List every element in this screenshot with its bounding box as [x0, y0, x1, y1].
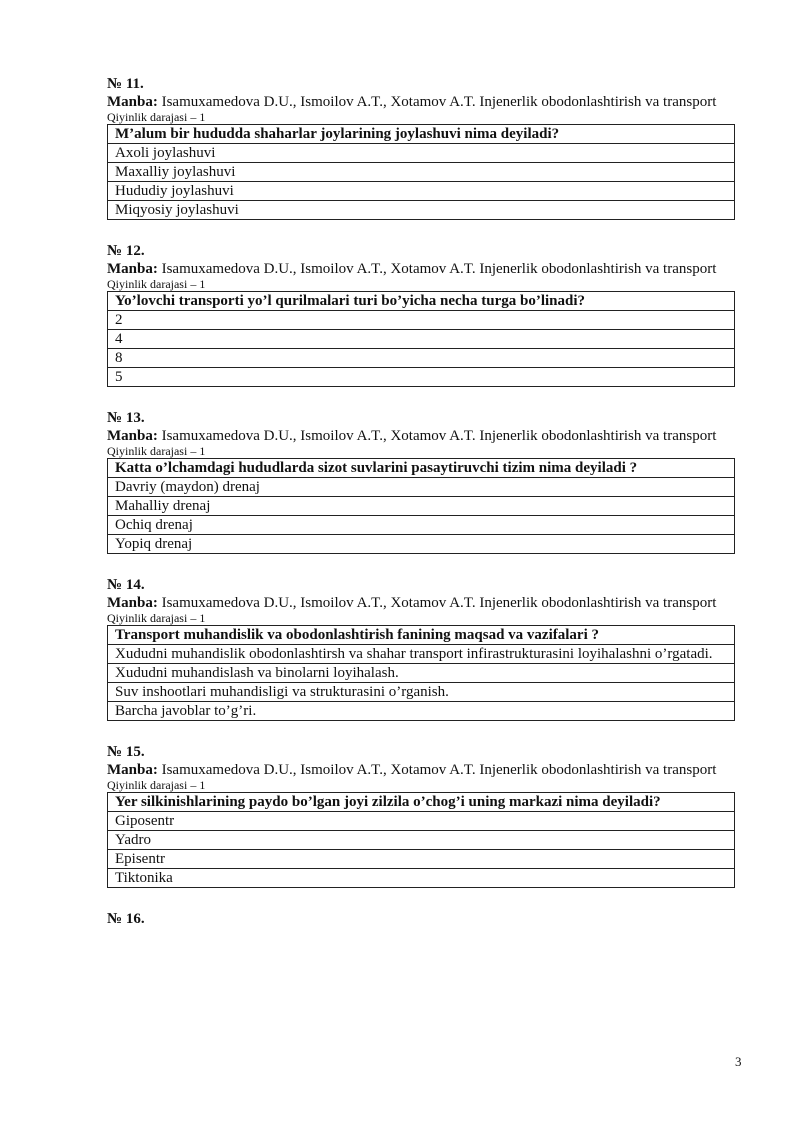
source-line [107, 427, 735, 445]
question-number: № 15. [107, 744, 145, 760]
source-text: Isamuxamedova D.U., Ismoilov A.T., Xotamov A.T. Injenerlik obodonlashtirish va transport [161, 595, 717, 611]
source-line [107, 260, 735, 278]
source-label: Manba: [107, 595, 158, 611]
answer-table [107, 792, 735, 888]
difficulty-level: Qiyinlik darajasi – 1 [107, 778, 206, 792]
difficulty-level: Qiyinlik darajasi – 1 [107, 110, 206, 124]
answer-option: Suv inshootlari muhandisligi va strukturasini o’rganish. [108, 683, 735, 702]
source-label: Manba: [107, 762, 158, 778]
answer-option: Tiktonika [108, 869, 735, 888]
answer-option: Axoli joylashuvi [108, 144, 735, 163]
source-text: Isamuxamedova D.U., Ismoilov A.T., Xotamov A.T. Injenerlik obodonlashtirish va transport [161, 762, 717, 778]
answer-option: 2 [108, 311, 735, 330]
source-label: Manba: [107, 261, 158, 277]
page-content [107, 75, 735, 928]
answer-option: Barcha javoblar to’g’ri. [108, 702, 735, 721]
question-text: Yo’lovchi transporti yo’l qurilmalari turi bo’yicha necha turga bo’linadi? [108, 292, 735, 311]
next-question-number: № 16. [107, 911, 145, 927]
page-number: 3 [735, 1054, 742, 1069]
question-block [107, 576, 735, 721]
answer-option: Episentr [108, 850, 735, 869]
answer-option: 5 [108, 368, 735, 387]
answer-option: Mahalliy drenaj [108, 497, 735, 516]
source-text: Isamuxamedova D.U., Ismoilov A.T., Xotamov A.T. Injenerlik obodonlashtirish va transport [161, 261, 717, 277]
answer-option: Giposentr [108, 812, 735, 831]
question-block [107, 409, 735, 554]
question-text: M’alum bir hududda shaharlar joylarining joylashuvi nima deyiladi? [108, 125, 735, 144]
question-number: № 12. [107, 243, 145, 259]
question-text: Katta o’lchamdagi hududlarda sizot suvlarini pasaytiruvchi tizim nima deyiladi ? [108, 459, 735, 478]
answer-option: Yadro [108, 831, 735, 850]
source-label: Manba: [107, 94, 158, 110]
question-text: Transport muhandislik va obodonlashtirish fanining maqsad va vazifalari ? [108, 626, 735, 645]
source-line [107, 761, 735, 779]
answer-table [107, 458, 735, 554]
source-line [107, 93, 735, 111]
question-block [107, 75, 735, 220]
difficulty-level: Qiyinlik darajasi – 1 [107, 611, 206, 625]
source-line [107, 594, 735, 612]
question-text: Yer silkinishlarining paydo bo’lgan joyi zilzila o’chog’i uning markazi nima deyiladi? [108, 793, 735, 812]
source-text: Isamuxamedova D.U., Ismoilov A.T., Xotamov A.T. Injenerlik obodonlashtirish va transport [161, 428, 717, 444]
answer-option: 8 [108, 349, 735, 368]
question-number: № 11. [107, 76, 144, 92]
answer-option: Xududni muhandislik obodonlashtirsh va shahar transport infirastrukturasini loyihalashni o’rgatadi. [108, 645, 735, 664]
question-block [107, 242, 735, 387]
source-text: Isamuxamedova D.U., Ismoilov A.T., Xotamov A.T. Injenerlik obodonlashtirish va transport [161, 94, 717, 110]
answer-option: Maxalliy joylashuvi [108, 163, 735, 182]
answer-option: Yopiq drenaj [108, 535, 735, 554]
question-block [107, 743, 735, 888]
answer-option: Hududiy joylashuvi [108, 182, 735, 201]
answer-table [107, 124, 735, 220]
answer-option: Miqyosiy joylashuvi [108, 201, 735, 220]
question-number: № 14. [107, 577, 145, 593]
question-number: № 13. [107, 410, 145, 426]
answer-option: Ochiq drenaj [108, 516, 735, 535]
difficulty-level: Qiyinlik darajasi – 1 [107, 444, 206, 458]
answer-option: Davriy (maydon) drenaj [108, 478, 735, 497]
source-label: Manba: [107, 428, 158, 444]
answer-table [107, 291, 735, 387]
answer-table [107, 625, 735, 721]
answer-option: Xududni muhandislash va binolarni loyihalash. [108, 664, 735, 683]
answer-option: 4 [108, 330, 735, 349]
difficulty-level: Qiyinlik darajasi – 1 [107, 277, 206, 291]
